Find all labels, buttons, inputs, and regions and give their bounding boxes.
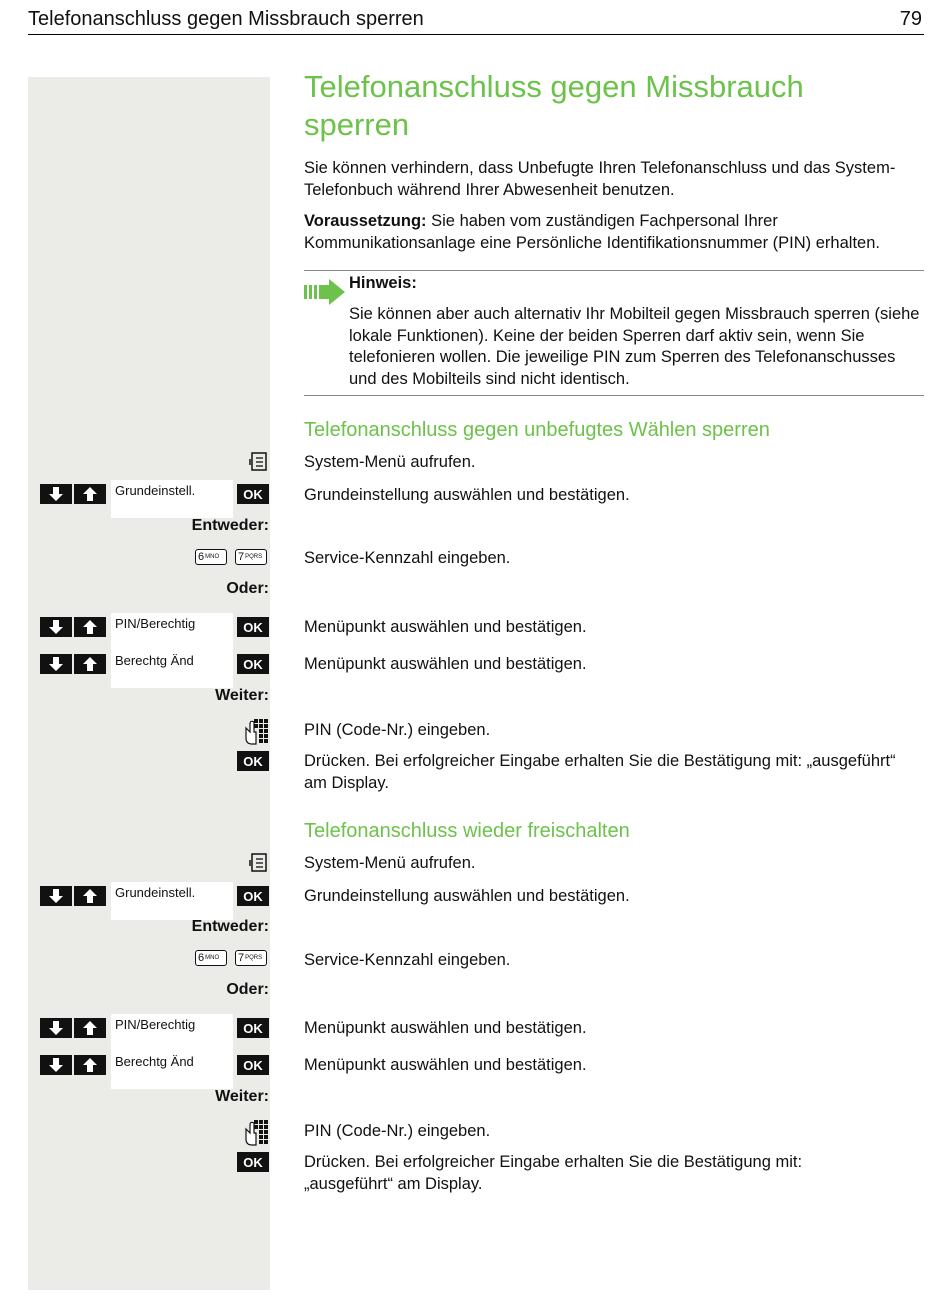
note-arrow-icon xyxy=(304,279,346,305)
keypad-hand-icon xyxy=(243,1119,269,1147)
label-entweder: Entweder: xyxy=(191,918,269,935)
page-title: Telefonanschluss gegen Missbrauch sperren xyxy=(304,69,804,142)
arrow-up-icon[interactable] xyxy=(74,1055,106,1075)
arrow-up-icon[interactable] xyxy=(74,617,106,637)
step-grundeinstellung: Grundeinstellung auswählen und bestätigen. xyxy=(304,887,630,905)
note-text: Sie können aber auch alternativ Ihr Mobilteil gegen Missbrauch sperren (siehe lokale Funktionen). Keine der beiden Sperren darf aktiv sein, wenn Sie telefonieren wollen. Die jeweilige PIN zum Sperren des Telefonanschusses und des Mobilteils sind nicht identisch. xyxy=(349,305,920,388)
key-7-letters: PQRS xyxy=(245,955,263,961)
key-7-letters: PQRS xyxy=(245,554,263,560)
note-title: Hinweis: xyxy=(349,274,417,292)
key-6[interactable] xyxy=(195,549,227,565)
step-service-kennzahl: Service-Kennzahl eingeben. xyxy=(304,951,511,969)
display-field-pin-berechtig: PIN/Berechtig xyxy=(111,613,233,651)
ok-button[interactable]: OK xyxy=(237,886,269,906)
key-6-digit: 6 xyxy=(198,551,205,563)
arrow-down-icon[interactable] xyxy=(40,1018,72,1038)
arrow-up-icon[interactable] xyxy=(74,484,106,504)
running-header-title: Telefonanschluss gegen Missbrauch sperren xyxy=(28,8,424,30)
header-divider xyxy=(28,34,924,35)
arrow-up-icon[interactable] xyxy=(74,886,106,906)
display-field-berechtg-aend: Berechtg Änd xyxy=(111,1051,233,1089)
step-menuepunkt: Menüpunkt auswählen und bestätigen. xyxy=(304,1019,587,1037)
ok-button[interactable]: OK xyxy=(237,1152,269,1172)
arrow-down-icon[interactable] xyxy=(40,484,72,504)
ok-button[interactable]: OK xyxy=(237,484,269,504)
key-7[interactable] xyxy=(235,549,267,565)
arrow-down-icon[interactable] xyxy=(40,1055,72,1075)
prerequisite-label: Voraussetzung: xyxy=(304,212,427,230)
ok-button[interactable]: OK xyxy=(237,617,269,637)
arrow-up-icon[interactable] xyxy=(74,1018,106,1038)
display-field-grundeinstell: Grundeinstell. xyxy=(111,480,233,518)
arrow-down-icon[interactable] xyxy=(40,654,72,674)
ok-button[interactable]: OK xyxy=(237,1055,269,1075)
note-top-rule xyxy=(304,270,924,271)
label-weiter: Weiter: xyxy=(215,1088,269,1105)
step-druecken: Drücken. Bei erfolgreicher Eingabe erhalten Sie die Bestätigung mit: „ausgeführt“ am Display. xyxy=(304,752,896,792)
step-menuepunkt: Menüpunkt auswählen und bestätigen. xyxy=(304,618,587,636)
menu-key-icon xyxy=(249,853,269,873)
ok-button[interactable]: OK xyxy=(237,751,269,771)
note-bottom-rule xyxy=(304,395,924,396)
step-system-menu: System-Menü aufrufen. xyxy=(304,854,476,872)
section2-title: Telefonanschluss wieder freischalten xyxy=(304,820,630,842)
label-oder: Oder: xyxy=(226,981,269,998)
section1-title: Telefonanschluss gegen unbefugtes Wählen sperren xyxy=(304,419,770,441)
key-6[interactable] xyxy=(195,950,227,966)
page-number: 79 xyxy=(899,8,922,30)
key-7-digit: 7 xyxy=(238,952,245,964)
key-7[interactable] xyxy=(235,950,267,966)
label-weiter: Weiter: xyxy=(215,687,269,704)
ok-button[interactable]: OK xyxy=(237,1018,269,1038)
ok-button[interactable]: OK xyxy=(237,654,269,674)
arrow-down-icon[interactable] xyxy=(40,886,72,906)
prerequisite-paragraph xyxy=(304,211,924,254)
intro-paragraph: Sie können verhindern, dass Unbefugte Ihren Telefonanschluss und das System-Telefonbuch während Ihrer Abwesenheit benutzen. xyxy=(304,159,896,199)
step-menuepunkt: Menüpunkt auswählen und bestätigen. xyxy=(304,655,587,673)
label-oder: Oder: xyxy=(226,580,269,597)
step-pin-eingeben: PIN (Code-Nr.) eingeben. xyxy=(304,1122,491,1140)
step-service-kennzahl: Service-Kennzahl eingeben. xyxy=(304,549,511,567)
label-entweder: Entweder: xyxy=(191,517,269,534)
display-field-grundeinstell: Grundeinstell. xyxy=(111,882,233,920)
step-menuepunkt: Menüpunkt auswählen und bestätigen. xyxy=(304,1056,587,1074)
step-grundeinstellung: Grundeinstellung auswählen und bestätigen. xyxy=(304,486,630,504)
keypad-hand-icon xyxy=(243,718,269,746)
menu-key-icon xyxy=(249,452,269,472)
arrow-up-icon[interactable] xyxy=(74,654,106,674)
key-6-letters: MNO xyxy=(205,955,220,961)
step-druecken: Drücken. Bei erfolgreicher Eingabe erhalten Sie die Bestätigung mit: „ausgeführt“ am Display. xyxy=(304,1153,803,1193)
prerequisite-text: Sie haben vom zuständigen Fachpersonal Ihrer Kommunikationsanlage eine Persönliche Identifikationsnummer (PIN) erhalten. xyxy=(304,212,880,252)
arrow-down-icon[interactable] xyxy=(40,617,72,637)
display-field-berechtg-aend: Berechtg Änd xyxy=(111,650,233,688)
display-field-pin-berechtig: PIN/Berechtig xyxy=(111,1014,233,1052)
key-6-letters: MNO xyxy=(205,554,220,560)
key-7-digit: 7 xyxy=(238,551,245,563)
step-system-menu: System-Menü aufrufen. xyxy=(304,453,476,471)
step-pin-eingeben: PIN (Code-Nr.) eingeben. xyxy=(304,721,491,739)
key-6-digit: 6 xyxy=(198,952,205,964)
